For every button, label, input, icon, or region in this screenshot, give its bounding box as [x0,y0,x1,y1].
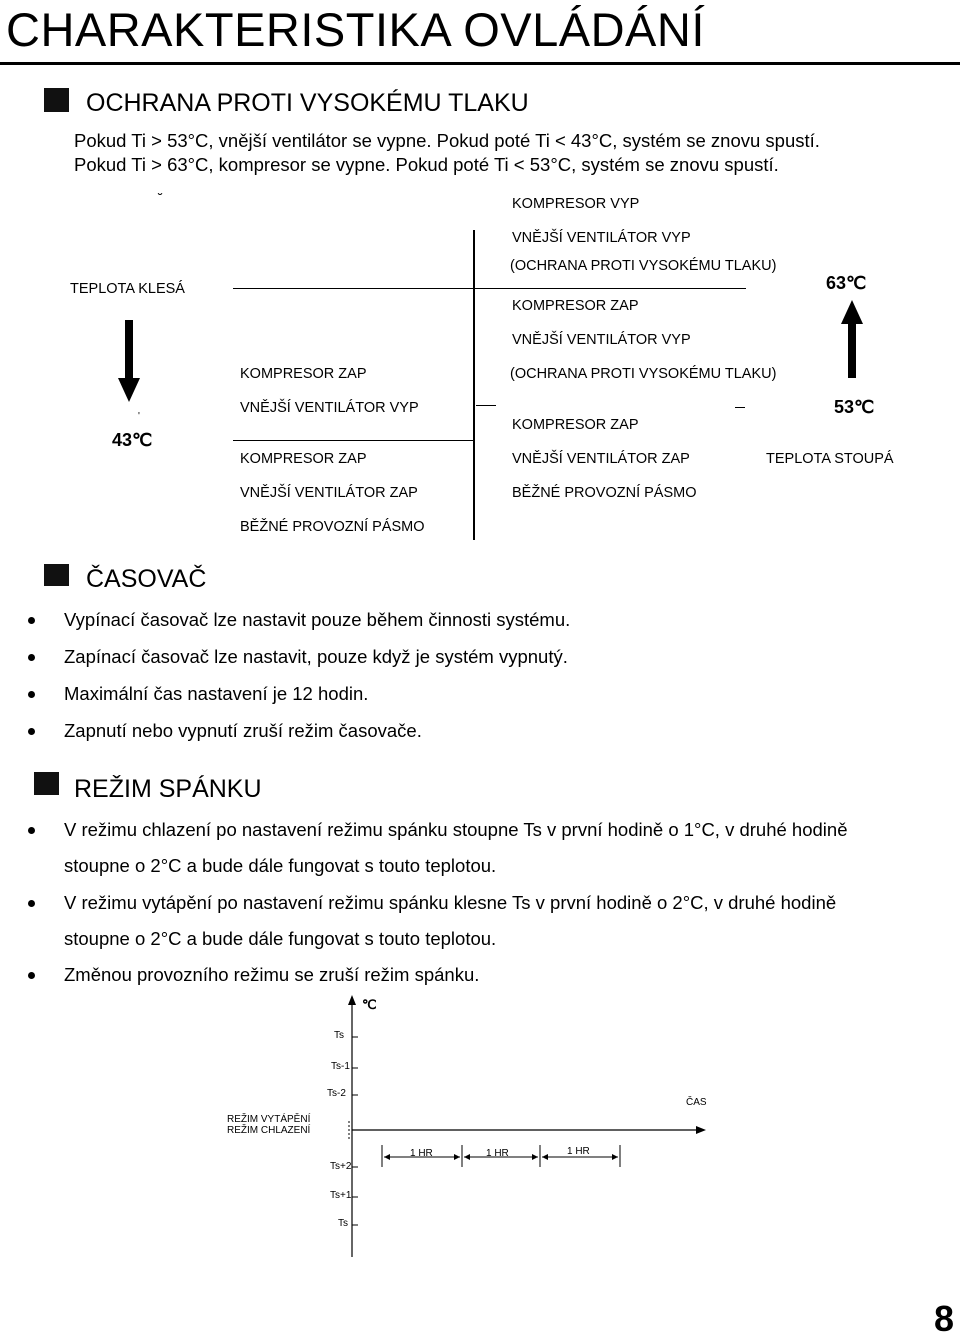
stray-mark: ˘ [158,190,163,206]
section-bullet-square [34,772,59,795]
section-heading-high-pressure: OCHRANA PROTI VYSOKÉMU TLAKU [86,89,529,117]
state-text: VNĚJŠÍ VENTILÁTOR ZAP [240,485,418,501]
bullet-icon [28,691,35,698]
x-axis-label: ČAS [686,1097,707,1108]
y-axis-label: Ts-2 [327,1088,346,1099]
state-text: VNĚJŠÍ VENTILÁTOR VYP [240,400,419,416]
state-text: VNĚJŠÍ VENTILÁTOR VYP [512,230,691,246]
title-underline [0,62,960,65]
state-text: KOMPRESOR VYP [512,196,640,212]
temp-43-label: 43℃ [112,430,153,450]
state-text: KOMPRESOR ZAP [512,298,639,314]
list-item: V režimu chlazení po nastavení režimu spánku stoupne Ts v první hodině o 1°C, v druhé hodině [64,819,848,840]
bullet-icon [28,827,35,834]
threshold-line-53-left [476,405,496,406]
state-text: KOMPRESOR ZAP [240,451,367,467]
section-bullet-square [44,88,69,112]
temp-rises-label: TEPLOTA STOUPÁ [766,451,894,467]
threshold-line-43 [233,440,474,441]
temp-63-label: 63℃ [826,273,867,293]
y-axis-label: Ts [338,1218,348,1229]
temp-falls-label: TEPLOTA KLESÁ [70,281,185,297]
list-item: Maximální čas nastavení je 12 hodin. [64,683,369,704]
state-text: VNĚJŠÍ VENTILÁTOR ZAP [512,451,690,467]
y-axis-label: Ts [334,1030,344,1041]
interval-label: 1 HR [567,1146,590,1157]
diagram-vertical-divider [473,230,475,540]
bullet-icon [28,654,35,661]
list-item-continuation: stoupne o 2°C a bude dále fungovat s touto teplotou. [64,928,497,949]
y-axis-label: Ts+1 [330,1190,352,1201]
sleep-mode-axes [340,995,720,1260]
high-pressure-rule-1: Pokud Ti > 53°C, vnější ventilátor se vypne. Pokud poté Ti < 43°C, systém se znovu spustí. [74,130,820,151]
bullet-icon [28,728,35,735]
high-pressure-rule-2: Pokud Ti > 63°C, kompresor se vypne. Pokud poté Ti < 53°C, systém se znovu spustí. [74,154,779,175]
temp-53-label: 53℃ [834,397,875,417]
cool-mode-label: REŽIM CHLAZENÍ [227,1125,311,1136]
state-text: KOMPRESOR ZAP [240,366,367,382]
state-text: BĚŽNÉ PROVOZNÍ PÁSMO [512,485,697,501]
heat-mode-label: REŽIM VYTÁPĚNÍ [227,1114,311,1125]
y-axis-label: Ts+2 [330,1161,352,1172]
threshold-line-53-right [735,407,745,408]
arrow-up-icon [841,300,863,378]
stray-mark: ' [138,411,140,422]
section-heading-timer: ČASOVAČ [86,565,207,593]
state-text: (OCHRANA PROTI VYSOKÉMU TLAKU) [510,258,777,274]
state-text: (OCHRANA PROTI VYSOKÉMU TLAKU) [510,366,777,382]
state-text: BĚŽNÉ PROVOZNÍ PÁSMO [240,519,425,535]
y-axis-label: Ts-1 [331,1061,350,1072]
page-number: 8 [933,1298,954,1339]
bullet-icon [28,617,35,624]
threshold-line-63 [233,288,746,289]
list-item: Změnou provozního režimu se zruší režim spánku. [64,964,480,985]
section-heading-sleep: REŽIM SPÁNKU [74,775,262,803]
y-unit-label: ℃ [362,997,377,1012]
bullet-icon [28,972,35,979]
list-item: Zapnutí nebo vypnutí zruší režim časovače. [64,720,422,741]
list-item: V režimu vytápění po nastavení režimu spánku klesne Ts v první hodině o 2°C, v druhé hodině [64,892,837,913]
list-item: Zapínací časovač lze nastavit, pouze když je systém vypnutý. [64,646,568,667]
list-item-continuation: stoupne o 2°C a bude dále fungovat s touto teplotou. [64,855,497,876]
interval-label: 1 HR [486,1148,509,1159]
page-title: CHARAKTERISTIKA OVLÁDÁNÍ [6,3,705,56]
arrow-down-icon [118,320,140,402]
section-bullet-square [44,564,69,586]
state-text: KOMPRESOR ZAP [512,417,639,433]
interval-label: 1 HR [410,1148,433,1159]
bullet-icon [28,900,35,907]
list-item: Vypínací časovač lze nastavit pouze během činnosti systému. [64,609,571,630]
state-text: VNĚJŠÍ VENTILÁTOR VYP [512,332,691,348]
